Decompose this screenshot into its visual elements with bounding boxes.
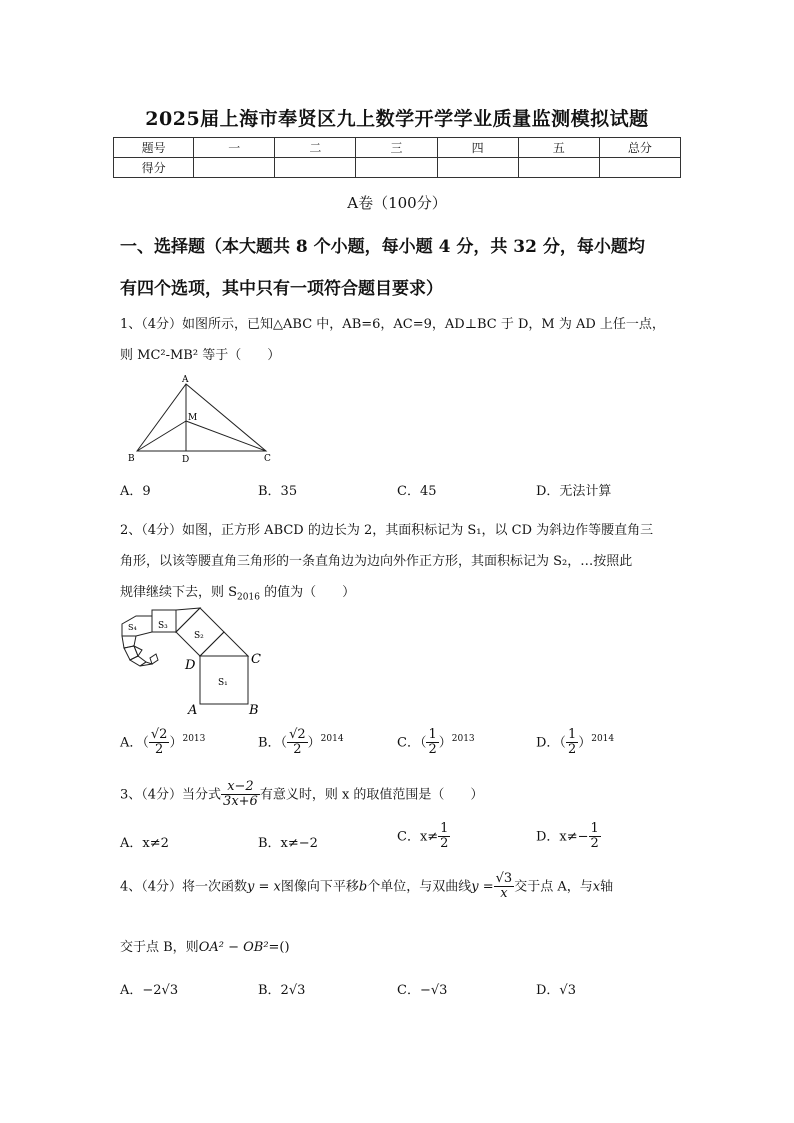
option-close: ） [578, 735, 592, 751]
q2-line1: 2、（4分）如图，正方形 ABCD 的边长为 2，其面积标记为 S₁，以 CD 为斜边作等腰直角三 [120, 523, 654, 538]
option-text: D．x≠− [536, 829, 589, 845]
q4-mid2: 个单位，与双曲线 [367, 879, 472, 895]
q4-option-d[interactable]: D．√3 [536, 983, 576, 998]
q2-line3-a: 规律继续下去，则 S [120, 585, 238, 600]
table-cell: 题号 [114, 138, 194, 158]
label-a: A [182, 375, 189, 385]
table-cell: 得分 [114, 158, 194, 178]
option-letter: B．（ [258, 735, 288, 751]
option-denominator: 2 [155, 742, 164, 758]
q4-line2-pre: 交于点 B，则 [120, 940, 199, 955]
q4-post2: 轴 [600, 879, 614, 895]
table-cell[interactable] [194, 158, 275, 178]
label-a: A [188, 703, 198, 718]
q1-line2: 则 MC²-MB² 等于（ ） [120, 348, 281, 363]
table-cell: 三 [356, 138, 437, 158]
option-numerator: 1 [567, 727, 577, 742]
q4-x: x [592, 879, 601, 895]
table-cell: 五 [518, 138, 599, 158]
option-exponent: 2013 [182, 733, 206, 744]
option-numerator: 1 [440, 821, 449, 836]
q4-mid1: 图像向下平移 [280, 879, 359, 895]
table-cell: 一 [194, 138, 275, 158]
part1-heading-line2: 有四个选项，其中只有一项符合题目要求） [120, 279, 443, 299]
q4-pre: 4、（4分）将一次函数 [120, 879, 248, 895]
option-text: C．x≠ [397, 829, 439, 845]
option-numerator: 1 [590, 821, 599, 836]
q4-line2 [120, 936, 290, 955]
q2-option-a[interactable] [120, 728, 205, 758]
label-s2: S₂ [194, 631, 204, 641]
option-denominator: 2 [428, 742, 437, 758]
label-b: B [249, 703, 259, 718]
q4-option-b[interactable]: B．2√3 [258, 983, 306, 998]
option-numerator: √2 [150, 727, 168, 742]
table-cell[interactable] [275, 158, 356, 178]
table-row [114, 138, 681, 158]
section-a-heading: A卷（100分） [347, 194, 447, 212]
option-close: ） [307, 735, 321, 751]
q3-denominator: 3x+6 [223, 794, 258, 810]
option-exponent: 2014 [591, 733, 615, 744]
label-b: B [128, 454, 135, 464]
table-cell: 二 [275, 138, 356, 158]
option-denominator: 2 [590, 836, 599, 852]
table-row [114, 158, 681, 178]
table-cell[interactable] [437, 158, 518, 178]
option-letter: D．（ [536, 735, 566, 751]
q3-option-c[interactable] [397, 822, 450, 852]
q2-squares-figure [112, 606, 272, 718]
q2-option-b[interactable] [258, 728, 344, 758]
page-title: 2025届上海市奉贤区九上数学开学学业质量监测模拟试题 [145, 108, 649, 130]
table-cell[interactable] [599, 158, 680, 178]
option-denominator: 2 [293, 742, 302, 758]
q2-line3-sub: 2016 [237, 592, 260, 603]
q1-option-a[interactable]: A．9 [120, 484, 151, 499]
table-cell: 总分 [599, 138, 680, 158]
q3-post: 有意义时，则 x 的取值范围是（ ） [259, 787, 484, 803]
q2-option-c[interactable] [397, 728, 475, 758]
q4-option-a[interactable]: A．−2√3 [120, 983, 179, 998]
q4-fn: y = x [247, 879, 281, 895]
option-close: ） [169, 735, 183, 751]
part1-heading-line1: 一、选择题（本大题共 8 个小题，每小题 4 分，共 32 分，每小题均 [120, 237, 645, 257]
q4-line1 [120, 872, 613, 902]
q3-pre: 3、（4分）当分式 [120, 787, 222, 803]
q1-option-c[interactable]: C．45 [397, 484, 437, 499]
q3-option-d[interactable] [536, 822, 601, 852]
q2-option-d[interactable] [536, 728, 614, 758]
label-s4: S₄ [128, 623, 137, 632]
q1-option-d[interactable]: D．无法计算 [536, 484, 612, 499]
label-m: M [188, 413, 198, 423]
option-letter: A．（ [120, 735, 149, 751]
q4-post: 交于点 A，与 [514, 879, 593, 895]
option-numerator: √2 [289, 727, 306, 742]
q3-option-a[interactable]: A．x≠2 [120, 836, 169, 851]
q4-hyper-lhs: y = [471, 879, 494, 895]
label-c: C [251, 652, 261, 667]
score-table [113, 137, 681, 178]
q4-b: b [358, 879, 368, 895]
label-d: D [182, 455, 190, 465]
option-denominator: 2 [440, 836, 449, 852]
option-letter: C．（ [397, 735, 427, 751]
table-cell[interactable] [518, 158, 599, 178]
option-denominator: 2 [567, 742, 577, 758]
table-cell[interactable] [356, 158, 437, 178]
q4-hyper-den: x [500, 886, 508, 902]
q2-line3 [120, 581, 355, 603]
label-s3: S₃ [158, 621, 168, 631]
option-close: ） [438, 735, 452, 751]
label-d: D [185, 658, 196, 673]
q3-numerator: x−2 [221, 780, 260, 795]
label-s1: S₁ [218, 678, 228, 688]
q4-expr: OA² − OB² [198, 940, 269, 955]
q4-option-c[interactable]: C．−√3 [397, 983, 448, 998]
q1-triangle-figure [125, 372, 275, 467]
q3-line [120, 780, 483, 810]
option-exponent: 2014 [320, 733, 344, 744]
q4-hyper-num: √3 [495, 871, 513, 886]
table-cell: 四 [437, 138, 518, 158]
q2-line3-b: 的值为（ ） [259, 585, 356, 600]
q2-line2: 角形，以该等腰直角三角形的一条直角边为边向外作正方形，其面积标记为 S₂，…按照此 [120, 554, 633, 569]
q3-option-b[interactable]: B．x≠−2 [258, 836, 318, 851]
label-c: C [264, 454, 271, 464]
option-exponent: 2013 [451, 733, 475, 744]
q1-option-b[interactable]: B．35 [258, 484, 298, 499]
q4-line2-post: =() [268, 940, 290, 955]
option-numerator: 1 [428, 727, 437, 742]
q1-line1: 1、（4分）如图所示，已知△ABC 中，AB=6，AC=9，AD⊥BC 于 D，M 为 AD 上任一点， [120, 317, 665, 332]
